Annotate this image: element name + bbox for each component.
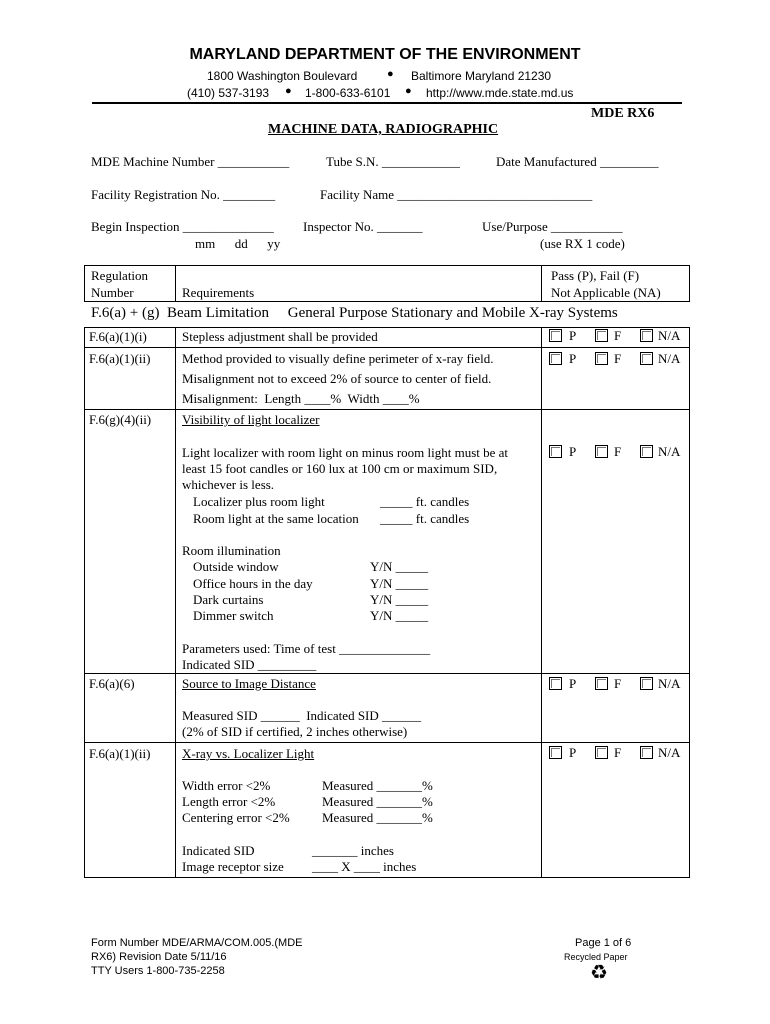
room-item-field[interactable]: Y/N _____ bbox=[370, 592, 429, 607]
requirement-heading: Visibility of light localizer bbox=[182, 412, 320, 427]
recycle-icon: ♻ bbox=[590, 962, 608, 984]
pass-label: P bbox=[569, 328, 577, 343]
indicated-sid-field[interactable]: Indicated SID _________ bbox=[182, 657, 317, 672]
section-title: F.6(a) + (g) Beam Limitation General Purpose Stationary and Mobile X-ray Systems bbox=[91, 305, 618, 321]
room-item-label: Dark curtains bbox=[193, 592, 264, 607]
fail-checkbox[interactable] bbox=[595, 329, 608, 342]
parameters-field[interactable]: Parameters used: Time of test ______________ bbox=[182, 641, 431, 656]
na-checkbox[interactable] bbox=[640, 746, 653, 759]
fail-label: F bbox=[614, 745, 622, 760]
pass-checkbox[interactable] bbox=[549, 329, 562, 342]
date-units: mm dd yy bbox=[195, 236, 281, 251]
bullet-icon: ● bbox=[405, 85, 412, 97]
room-illumination-heading: Room illumination bbox=[182, 543, 281, 558]
requirement-heading: X-ray vs. Localizer Light bbox=[182, 746, 315, 761]
begin-inspection-field[interactable]: Begin Inspection ______________ bbox=[91, 219, 274, 234]
misalignment-field[interactable]: Misalignment: Length ____% Width ____% bbox=[182, 391, 420, 406]
pass-checkbox[interactable] bbox=[549, 746, 562, 759]
pass-label: P bbox=[569, 444, 577, 459]
pass-checkbox[interactable] bbox=[549, 352, 562, 365]
tube-sn-field[interactable]: Tube S.N. ____________ bbox=[326, 154, 460, 169]
room-item-field[interactable]: Y/N _____ bbox=[370, 576, 429, 591]
recycled-paper-label: Recycled Paper bbox=[564, 952, 628, 962]
error-field[interactable]: Measured _______% bbox=[322, 794, 433, 809]
reg-number: F.6(a)(1)(ii) bbox=[89, 746, 151, 761]
sid-label: Indicated SID bbox=[182, 843, 255, 858]
na-checkbox[interactable] bbox=[640, 352, 653, 365]
header-phone: (410) 537-3193 bbox=[187, 86, 270, 100]
localizer-label: Localizer plus room light bbox=[193, 494, 325, 509]
receptor-field[interactable]: ____ X ____ inches bbox=[312, 859, 417, 874]
col-regulation-header: Regulation bbox=[91, 268, 149, 283]
bullet-icon: ● bbox=[285, 85, 292, 97]
header-url[interactable]: http://www.mde.state.md.us bbox=[426, 86, 574, 100]
pass-label: P bbox=[569, 745, 577, 760]
na-checkbox[interactable] bbox=[640, 445, 653, 458]
col-requirements-header: Requirements bbox=[182, 285, 255, 300]
requirement-text: Light localizer with room light on minus room light must be at bbox=[182, 445, 509, 460]
na-label: N/A bbox=[658, 328, 681, 343]
form-code: MDE RX6 bbox=[591, 106, 655, 121]
requirement-text: whichever is less. bbox=[182, 477, 275, 492]
na-label: N/A bbox=[658, 676, 681, 691]
bullet-icon: ● bbox=[387, 68, 394, 80]
na-label: N/A bbox=[658, 351, 681, 366]
na-checkbox[interactable] bbox=[640, 329, 653, 342]
footer-form-number: Form Number MDE/ARMA/COM.005.(MDE bbox=[91, 937, 303, 949]
requirement-text: Misalignment not to exceed 2% of source to center of field. bbox=[182, 371, 492, 386]
header-tollfree: 1-800-633-6101 bbox=[305, 86, 391, 100]
footer-revision: RX6) Revision Date 5/11/16 bbox=[91, 951, 227, 963]
reg-number: F.6(g)(4)(ii) bbox=[89, 412, 152, 427]
error-label: Length error <2% bbox=[182, 794, 276, 809]
receptor-label: Image receptor size bbox=[182, 859, 284, 874]
date-manufactured-field[interactable]: Date Manufactured _________ bbox=[496, 154, 659, 169]
na-label: N/A bbox=[658, 444, 681, 459]
fail-checkbox[interactable] bbox=[595, 352, 608, 365]
fail-label: F bbox=[614, 676, 622, 691]
error-label: Width error <2% bbox=[182, 778, 271, 793]
requirement-text: least 15 foot candles or 160 lux at 100 cm or maximum SID, bbox=[182, 461, 498, 476]
fail-label: F bbox=[614, 351, 622, 366]
facility-registration-field[interactable]: Facility Registration No. ________ bbox=[91, 187, 276, 202]
na-checkbox[interactable] bbox=[640, 677, 653, 690]
fail-checkbox[interactable] bbox=[595, 746, 608, 759]
org-title: MARYLAND DEPARTMENT OF THE ENVIRONMENT bbox=[189, 46, 581, 63]
header-address: 1800 Washington Boulevard bbox=[207, 69, 358, 83]
fail-label: F bbox=[614, 328, 622, 343]
fail-checkbox[interactable] bbox=[595, 445, 608, 458]
col-regulation-header-2: Number bbox=[91, 285, 134, 300]
requirement-text: Method provided to visually define perimeter of x-ray field. bbox=[182, 351, 494, 366]
fail-checkbox[interactable] bbox=[595, 677, 608, 690]
room-light-label: Room light at the same location bbox=[193, 511, 359, 526]
error-label: Centering error <2% bbox=[182, 810, 290, 825]
fail-label: F bbox=[614, 444, 622, 459]
measured-sid-field[interactable]: Measured SID ______ Indicated SID ______ bbox=[182, 708, 422, 723]
reg-number: F.6(a)(6) bbox=[89, 676, 135, 691]
pass-label: P bbox=[569, 351, 577, 366]
pass-label: P bbox=[569, 676, 577, 691]
room-item-label: Dimmer switch bbox=[193, 608, 274, 623]
room-item-label: Office hours in the day bbox=[193, 576, 313, 591]
use-purpose-field[interactable]: Use/Purpose ___________ bbox=[482, 219, 623, 234]
use-rx-note: (use RX 1 code) bbox=[540, 236, 625, 251]
form-title: MACHINE DATA, RADIOGRAPHIC bbox=[268, 122, 499, 137]
room-item-field[interactable]: Y/N _____ bbox=[370, 608, 429, 623]
footer-tty: TTY Users 1-800-735-2258 bbox=[91, 965, 225, 977]
room-item-field[interactable]: Y/N _____ bbox=[370, 559, 429, 574]
header-city: Baltimore Maryland 21230 bbox=[411, 69, 552, 83]
room-light-field[interactable]: _____ ft. candles bbox=[380, 511, 470, 526]
page-number: Page 1 of 6 bbox=[575, 937, 632, 949]
facility-name-field[interactable]: Facility Name ______________________________ bbox=[320, 187, 593, 202]
requirement-heading: Source to Image Distance bbox=[182, 676, 316, 691]
error-field[interactable]: Measured _______% bbox=[322, 778, 433, 793]
room-item-label: Outside window bbox=[193, 559, 279, 574]
col-pass-fail-header: Pass (P), Fail (F) bbox=[551, 268, 640, 283]
sid-field[interactable]: _______ inches bbox=[312, 843, 394, 858]
pass-checkbox[interactable] bbox=[549, 445, 562, 458]
requirement-text: Stepless adjustment shall be provided bbox=[182, 329, 378, 344]
localizer-field[interactable]: _____ ft. candles bbox=[380, 494, 470, 509]
error-field[interactable]: Measured _______% bbox=[322, 810, 433, 825]
header-rule bbox=[92, 102, 682, 104]
machine-number-field[interactable]: MDE Machine Number ___________ bbox=[91, 154, 290, 169]
pass-checkbox[interactable] bbox=[549, 677, 562, 690]
na-label: N/A bbox=[658, 745, 681, 760]
reg-number: F.6(a)(1)(ii) bbox=[89, 351, 151, 366]
inspector-no-field[interactable]: Inspector No. _______ bbox=[303, 219, 423, 234]
requirement-text: (2% of SID if certified, 2 inches otherwise) bbox=[182, 724, 408, 739]
reg-number: F.6(a)(1)(i) bbox=[89, 329, 147, 344]
col-pass-fail-header-2: Not Applicable (NA) bbox=[551, 285, 661, 300]
